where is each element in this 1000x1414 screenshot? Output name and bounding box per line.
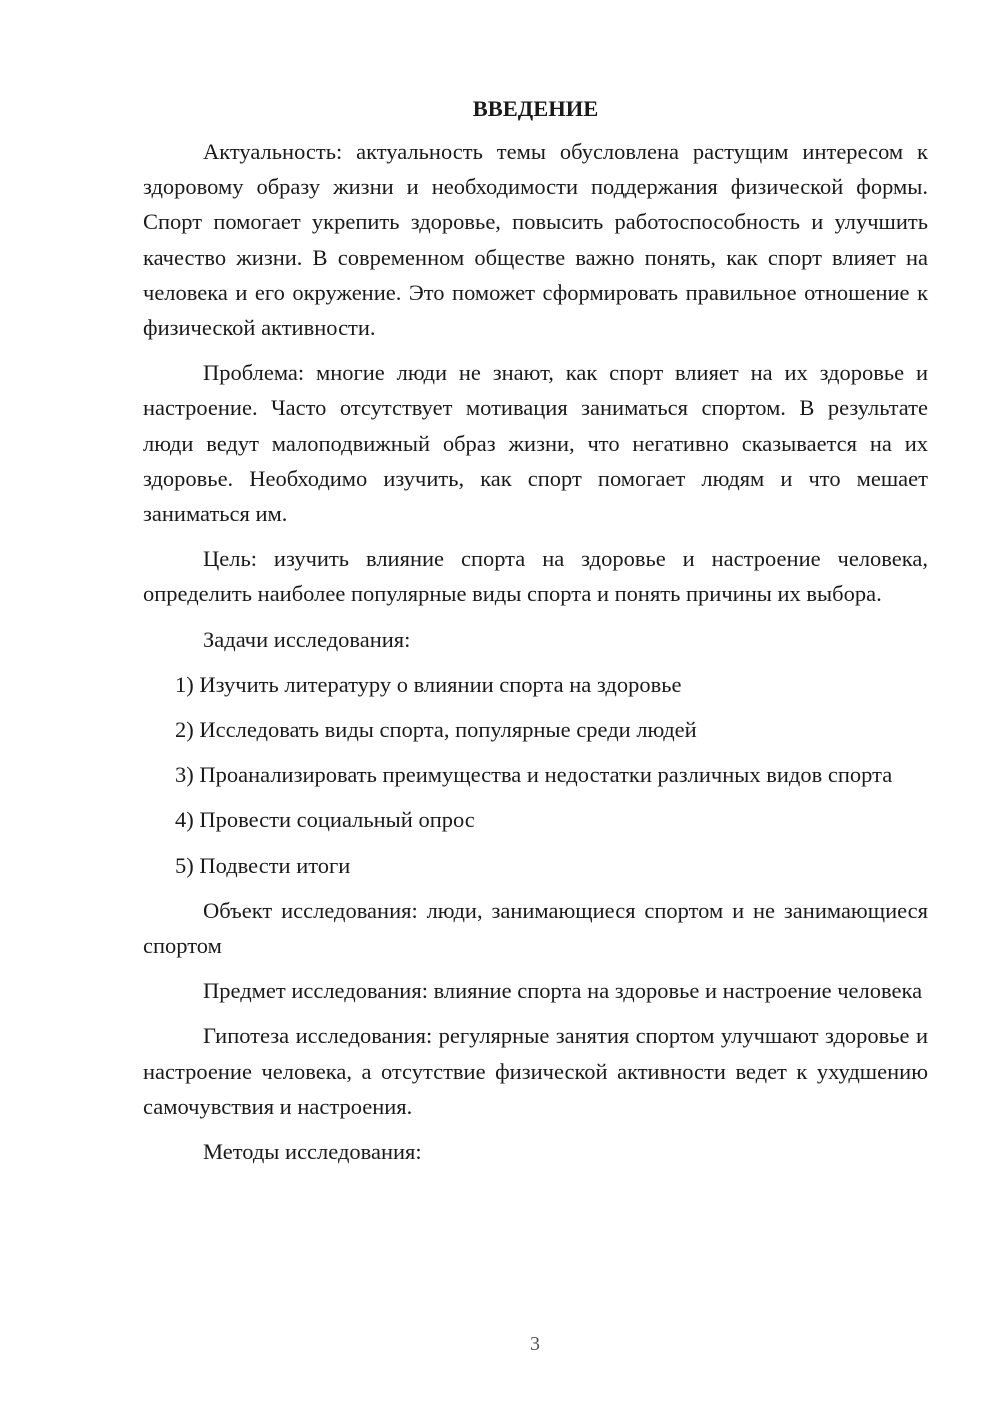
task-item: 4) Провести социальный опрос (175, 807, 475, 833)
paragraph-hypothesis: Гипотеза исследования: регулярные занятия спортом улучшают здоровье и настроение человека, а отсутствие физической активности ведет к ухудшению самочувствия и настроения. (143, 1023, 928, 1119)
tasks-heading: Задачи исследования: (203, 626, 411, 652)
page-content (143, 92, 928, 1179)
paragraph-subject: Предмет исследования: влияние спорта на здоровье и настроение человека (203, 978, 923, 1004)
task-item: 3) Проанализировать преимущества и недостатки различных видов спорта (175, 762, 893, 788)
paragraph-problem: Проблема: многие люди не знают, как спорт влияет на их здоровье и настроение. Часто отсутствует мотивация заниматься спортом. В результате люди ведут малоподвижный образ жизни, что негативно сказывается на их здоровье. Необходимо изучить, как спорт помогает людям и что мешает заниматься им. (143, 360, 928, 527)
page-number: 3 (530, 1333, 540, 1355)
paragraph-object: Объект исследования: люди, занимающиеся спортом и не занимающиеся спортом (143, 897, 928, 959)
section-title: ВВЕДЕНИЕ (472, 96, 599, 121)
task-item: 5) Подвести итоги (175, 852, 351, 878)
methods-heading: Методы исследования: (203, 1139, 422, 1165)
paragraph-relevance: Актуальность: актуальность темы обусловлена растущим интересом к здоровому образу жизни и необходимости поддержания физической формы. Спорт помогает укрепить здоровье, повысить работоспособность и улучшить качество жизни. В современном обществе важно понять, как спорт влияет на человека и его окружение. Это поможет сформировать правильное отношение к физической активности. (143, 139, 928, 341)
task-item: 2) Исследовать виды спорта, популярные среди людей (175, 717, 697, 743)
paragraph-goal: Цель: изучить влияние спорта на здоровье и настроение человека, определить наиболее популярные виды спорта и понять причины их выбора. (143, 546, 928, 607)
task-item: 1) Изучить литературу о влиянии спорта на здоровье (175, 671, 682, 697)
